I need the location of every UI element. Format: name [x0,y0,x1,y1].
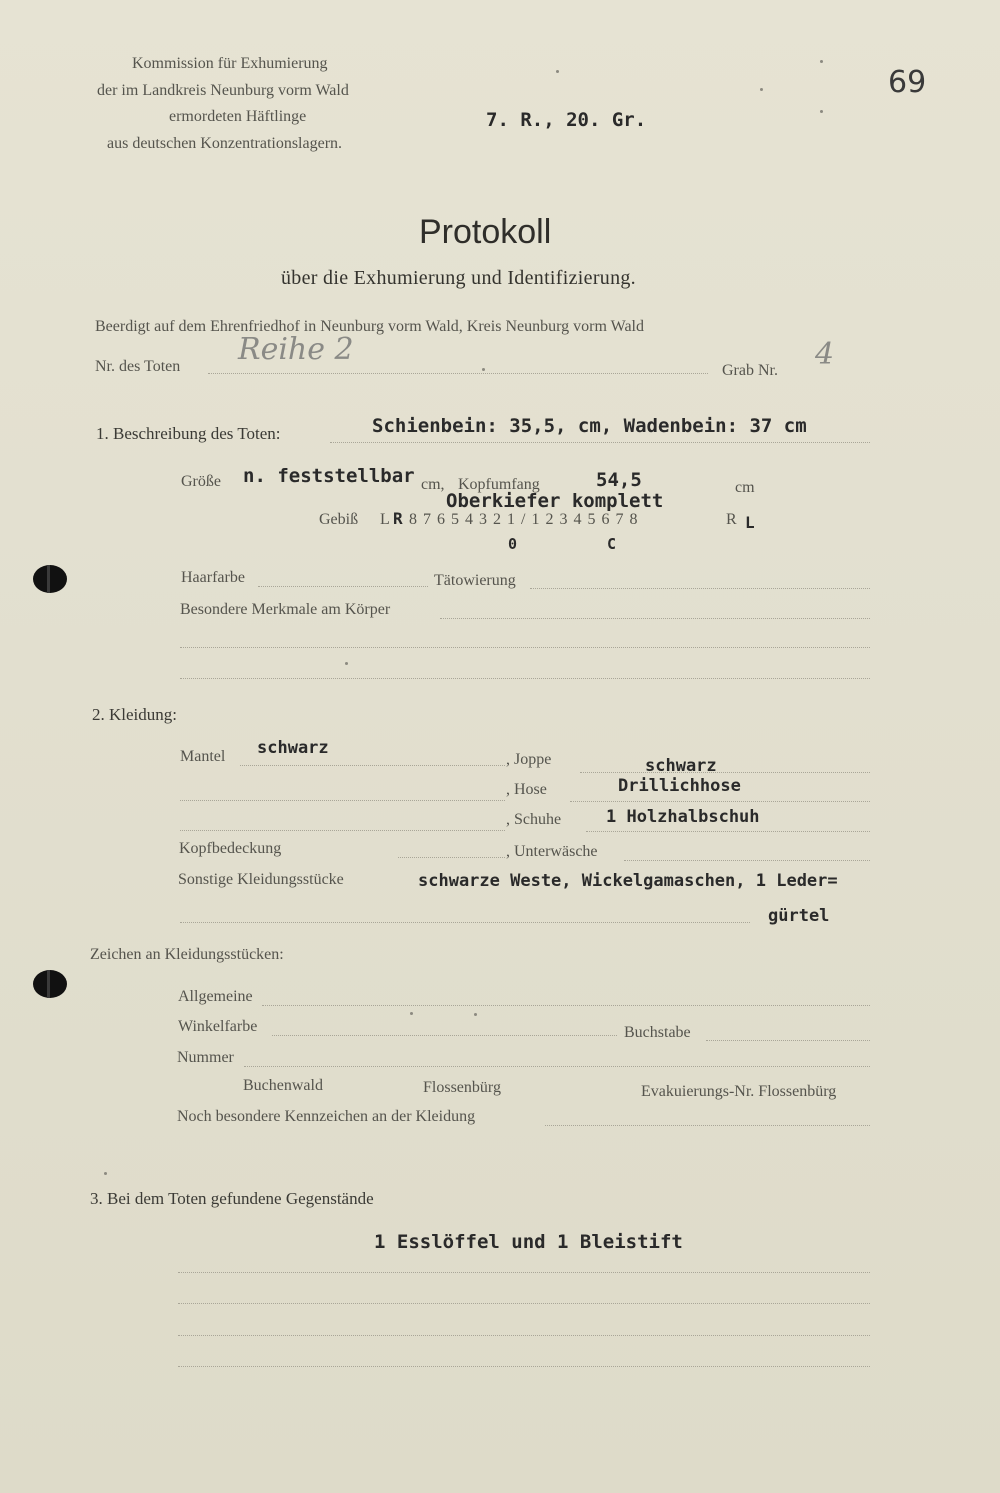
general-marks-label: Allgemeine [178,988,253,1005]
grave-number-value: 4 [815,337,835,372]
punch-hole-top [33,565,67,593]
teeth-l-mark: L [745,513,755,532]
head-circumference-unit: cm [735,479,755,496]
bone-measurements: Schienbein: 35,5, cm, Wadenbein: 37 cm [372,415,807,437]
jaw-note: Oberkiefer komplett [446,490,664,512]
found-items-value: 1 Esslöffel und 1 Bleistift [374,1231,683,1253]
jacket-value: schwarz [645,756,717,776]
shoes-label: , Schuhe [506,811,562,828]
headwear-label: Kopfbedeckung [179,840,282,857]
teeth-right-marker: R [726,511,737,528]
underwear-label: , Unterwäsche [506,843,598,860]
flossenburg-label: Flossenbürg [423,1079,501,1096]
letter-label: Buchstabe [624,1024,691,1041]
paper-speck [820,60,823,63]
commission-line-1: Kommission für Exhumierung [132,55,328,72]
paper-speck [410,1012,413,1015]
trousers-value: Drillichhose [618,776,741,796]
paper-speck [820,110,823,113]
punch-hole-bottom [33,970,67,998]
angle-color-label: Winkelfarbe [178,1018,258,1035]
height-unit: cm, [421,476,445,493]
burial-line: Beerdigt auf dem Ehrenfriedhof in Neunburg vorm Wald, Kreis Neunburg vorm Wald [95,318,644,335]
commission-line-2: der im Landkreis Neunburg vorm Wald [97,82,349,99]
document-title: Protokoll [419,213,552,251]
paper-speck [482,368,485,371]
jacket-label: , Joppe [506,751,552,768]
clothing-marks-heading: Zeichen an Kleidungsstücken: [90,946,284,963]
commission-line-3: ermordeten Häftlinge [169,108,307,125]
teeth-mark-2: C [607,535,617,553]
reference-code: 7. R., 20. Gr. [486,109,647,131]
page-number: 69 [888,65,927,100]
document-subtitle: über die Exhumierung und Identifizierung. [281,267,636,289]
grave-number-label: Grab Nr. [722,362,778,379]
other-clothing-label: Sonstige Kleidungsstücke [178,871,344,888]
number-label: Nummer [177,1049,234,1066]
paper-speck [474,1013,477,1016]
evacuation-number-label: Evakuierungs-Nr. Flossenbürg [641,1083,837,1100]
other-clothing-value-1: schwarze Weste, Wickelgamaschen, 1 Leder= [418,871,838,891]
commission-line-4: aus deutschen Konzentrationslagern. [107,135,343,152]
other-clothing-value-2: gürtel [768,906,830,926]
paper-speck [345,662,348,665]
teeth-left-marker: L [380,511,390,528]
hair-color-label: Haarfarbe [181,569,245,586]
head-circumference-label: Kopfumfang [458,476,540,493]
dead-number-label: Nr. des Toten [95,358,181,375]
tattoo-label: Tätowierung [434,572,516,589]
paper-speck [556,70,559,73]
section-2-heading: 2. Kleidung: [92,705,177,724]
head-circumference-value: 54,5 [596,469,642,491]
paper-speck [104,1172,107,1175]
coat-label: Mantel [180,748,226,765]
buchenwald-label: Buchenwald [243,1077,323,1094]
height-value: n. feststellbar [243,465,415,487]
height-label: Größe [181,473,221,490]
other-marks-label: Noch besondere Kennzeichen an der Kleidung [177,1108,476,1125]
teeth-r-mark: R [393,509,403,528]
teeth-label: Gebiß [319,511,359,528]
section-1-heading: 1. Beschreibung des Toten: [96,424,281,443]
shoes-value: 1 Holzhalbschuh [606,807,760,827]
dead-number-value: Reihe 2 [238,332,354,367]
section-3-heading: 3. Bei dem Toten gefundene Gegenstände [90,1189,374,1208]
body-features-label: Besondere Merkmale am Körper [180,601,391,618]
teeth-numbers: 8 7 6 5 4 3 2 1 / 1 2 3 4 5 6 7 8 [409,511,639,528]
teeth-mark-1: 0 [508,535,518,553]
trousers-label: , Hose [506,781,547,798]
paper-speck [760,88,763,91]
coat-value: schwarz [257,738,329,758]
